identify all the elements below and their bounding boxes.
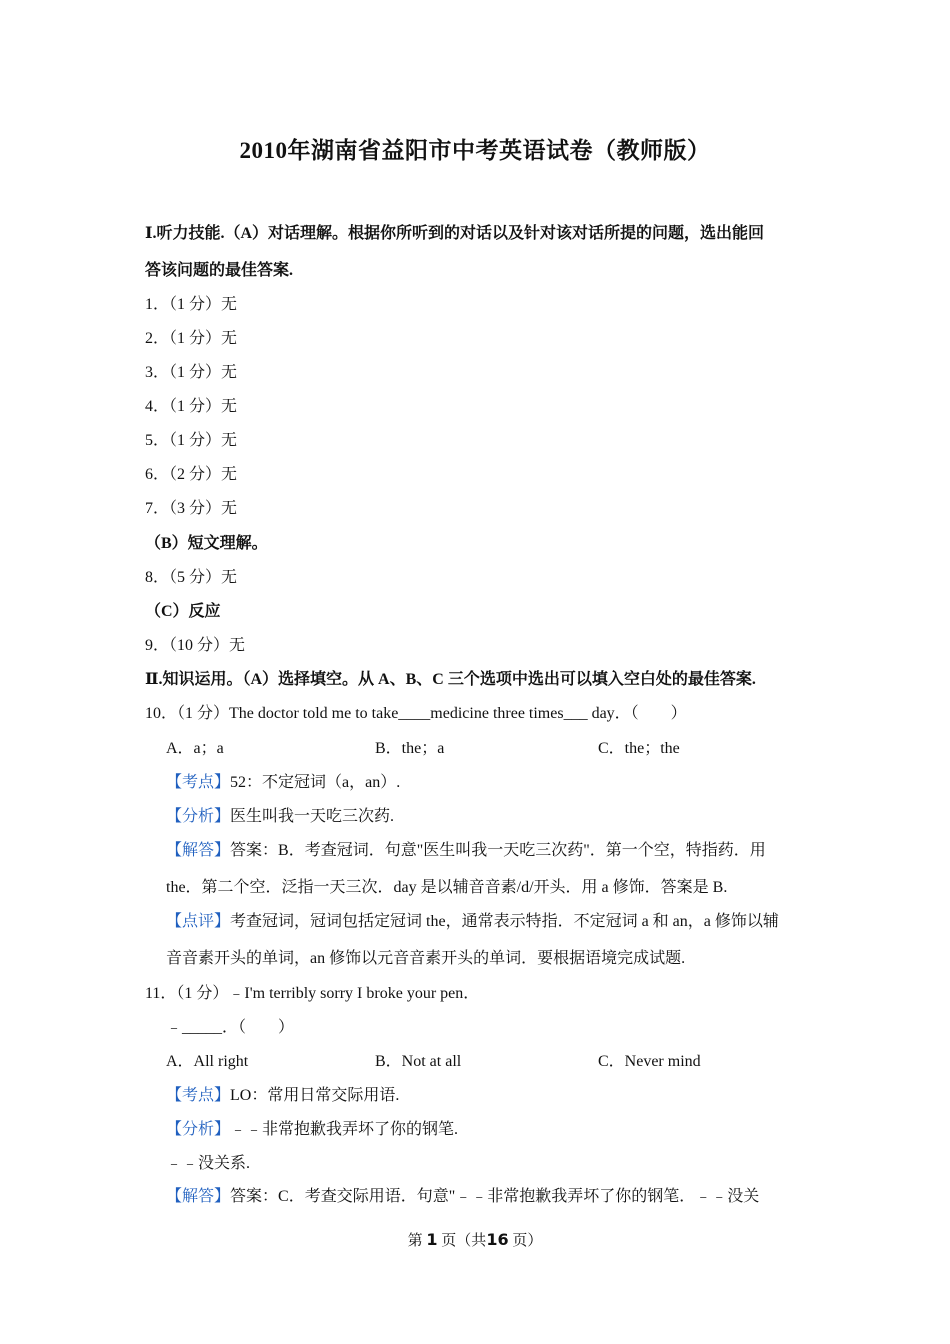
page-footer — [0, 1229, 950, 1250]
dianping-tag: 【点评】 — [166, 913, 231, 930]
item-number: 4． — [145, 398, 170, 415]
jieda — [166, 1187, 759, 1207]
option-b: B．Not at all — [375, 1053, 462, 1070]
jieda — [166, 841, 766, 861]
jieda-tag: 【解答】 — [166, 1188, 231, 1205]
kaodian-text: 52：不定冠词（a，an）. — [230, 774, 401, 791]
page-title: 2010年湖南省益阳市中考英语试卷（教师版） — [239, 138, 711, 163]
item-text: （5 分）无 — [169, 569, 238, 586]
jieda-tag: 【解答】 — [166, 842, 231, 859]
page-number: 1 — [426, 1230, 438, 1249]
list-item — [145, 363, 237, 383]
footer-mid: 页（共 — [441, 1233, 487, 1249]
list-item — [145, 295, 237, 315]
item-text: （3 分）无 — [169, 500, 238, 517]
jieda-text: 答案：C．考查交际用语．句意"﹣﹣非常抱歉我弄坏了你的钢笔．﹣﹣没关 — [230, 1188, 760, 1205]
list-item — [145, 568, 237, 588]
question-number: 10． — [145, 705, 178, 722]
total-pages: 16 — [486, 1230, 509, 1249]
fenxi — [166, 1120, 458, 1140]
fenxi-tag: 【分析】 — [166, 1121, 231, 1138]
item-text: （1 分）无 — [169, 296, 238, 313]
item-text: （2 分）无 — [169, 466, 238, 483]
list-item — [145, 636, 245, 656]
item-text: （10 分）无 — [169, 637, 246, 654]
kaodian-text: LO：常用日常交际用语. — [230, 1087, 400, 1104]
footer-pre: 第 — [407, 1233, 423, 1249]
option-a: A．a；a — [166, 740, 224, 757]
item-number: 7． — [145, 500, 170, 517]
list-item — [145, 329, 237, 349]
item-text: （1 分）无 — [169, 432, 238, 449]
dianping-text: 考查冠词，冠词包括定冠词 the，通常表示特指．不定冠词 a 和 an，a 修饰以辅 — [230, 913, 779, 930]
kaodian-tag: 【考点】 — [166, 1087, 231, 1104]
item-number: 3． — [145, 364, 170, 381]
item-number: 1． — [145, 296, 170, 313]
item-number: 2． — [145, 330, 170, 347]
list-item — [145, 397, 237, 417]
question-stem: （1 分）The doctor told me to take____medicine three times___ day．（ ） — [177, 705, 687, 722]
question-11-stem2: ﹣_____．（ ） — [166, 1019, 295, 1036]
fenxi — [166, 807, 394, 827]
item-text: （1 分）无 — [169, 364, 238, 381]
footer-post: 页） — [512, 1233, 543, 1249]
item-number: 6． — [145, 466, 170, 483]
option-b: B．the；a — [375, 740, 445, 757]
list-item — [145, 465, 237, 485]
item-text: （1 分）无 — [169, 330, 238, 347]
kaodian — [166, 773, 400, 793]
fenxi-cont: ﹣﹣没关系. — [166, 1155, 251, 1172]
question-number: 11． — [145, 985, 177, 1002]
jieda-cont: the．第二个空．泛指一天三次．day 是以辅音音素/d/开头．用 a 修饰．答案是 B. — [166, 879, 728, 896]
part-b-heading: （B）短文理解。 — [145, 535, 268, 552]
dianping — [166, 912, 779, 932]
item-number: 9． — [145, 637, 170, 654]
part-c-heading: （C）反应 — [145, 603, 221, 620]
section2-heading: Ⅱ.知识运用。（A）选择填空。从 A、B、C 三个选项中选出可以填入空白处的最佳答案. — [145, 671, 756, 688]
jieda-text: 答案：B．考查冠词．句意"医生叫我一天吃三次药"．第一个空，特指药．用 — [230, 842, 766, 859]
fenxi-tag: 【分析】 — [166, 808, 231, 825]
item-number: 8． — [145, 569, 170, 586]
fenxi-text: ﹣﹣非常抱歉我弄坏了你的钢笔. — [230, 1121, 459, 1138]
fenxi-text: 医生叫我一天吃三次药. — [230, 808, 395, 825]
question-11 — [145, 984, 479, 1004]
list-item — [145, 499, 237, 519]
section1-heading: Ⅰ.听力技能.（A）对话理解。根据你所听到的对话以及针对该对话所提的问题，选出能回 — [145, 225, 765, 242]
kaodian-tag: 【考点】 — [166, 774, 231, 791]
item-number: 5． — [145, 432, 170, 449]
list-item — [145, 431, 237, 451]
question-stem: （1 分）﹣I'm terribly sorry I broke your pen． — [176, 985, 480, 1002]
dianping-cont: 音音素开头的单词，an 修饰以元音音素开头的单词．要根据语境完成试题. — [166, 950, 686, 967]
section1-heading-cont: 答该问题的最佳答案. — [145, 262, 294, 279]
question-10 — [145, 704, 687, 724]
option-a: A．All right — [166, 1053, 249, 1070]
option-c: C．Never mind — [598, 1053, 701, 1070]
option-c: C．the；the — [598, 740, 680, 757]
item-text: （1 分）无 — [169, 398, 238, 415]
kaodian — [166, 1086, 399, 1106]
